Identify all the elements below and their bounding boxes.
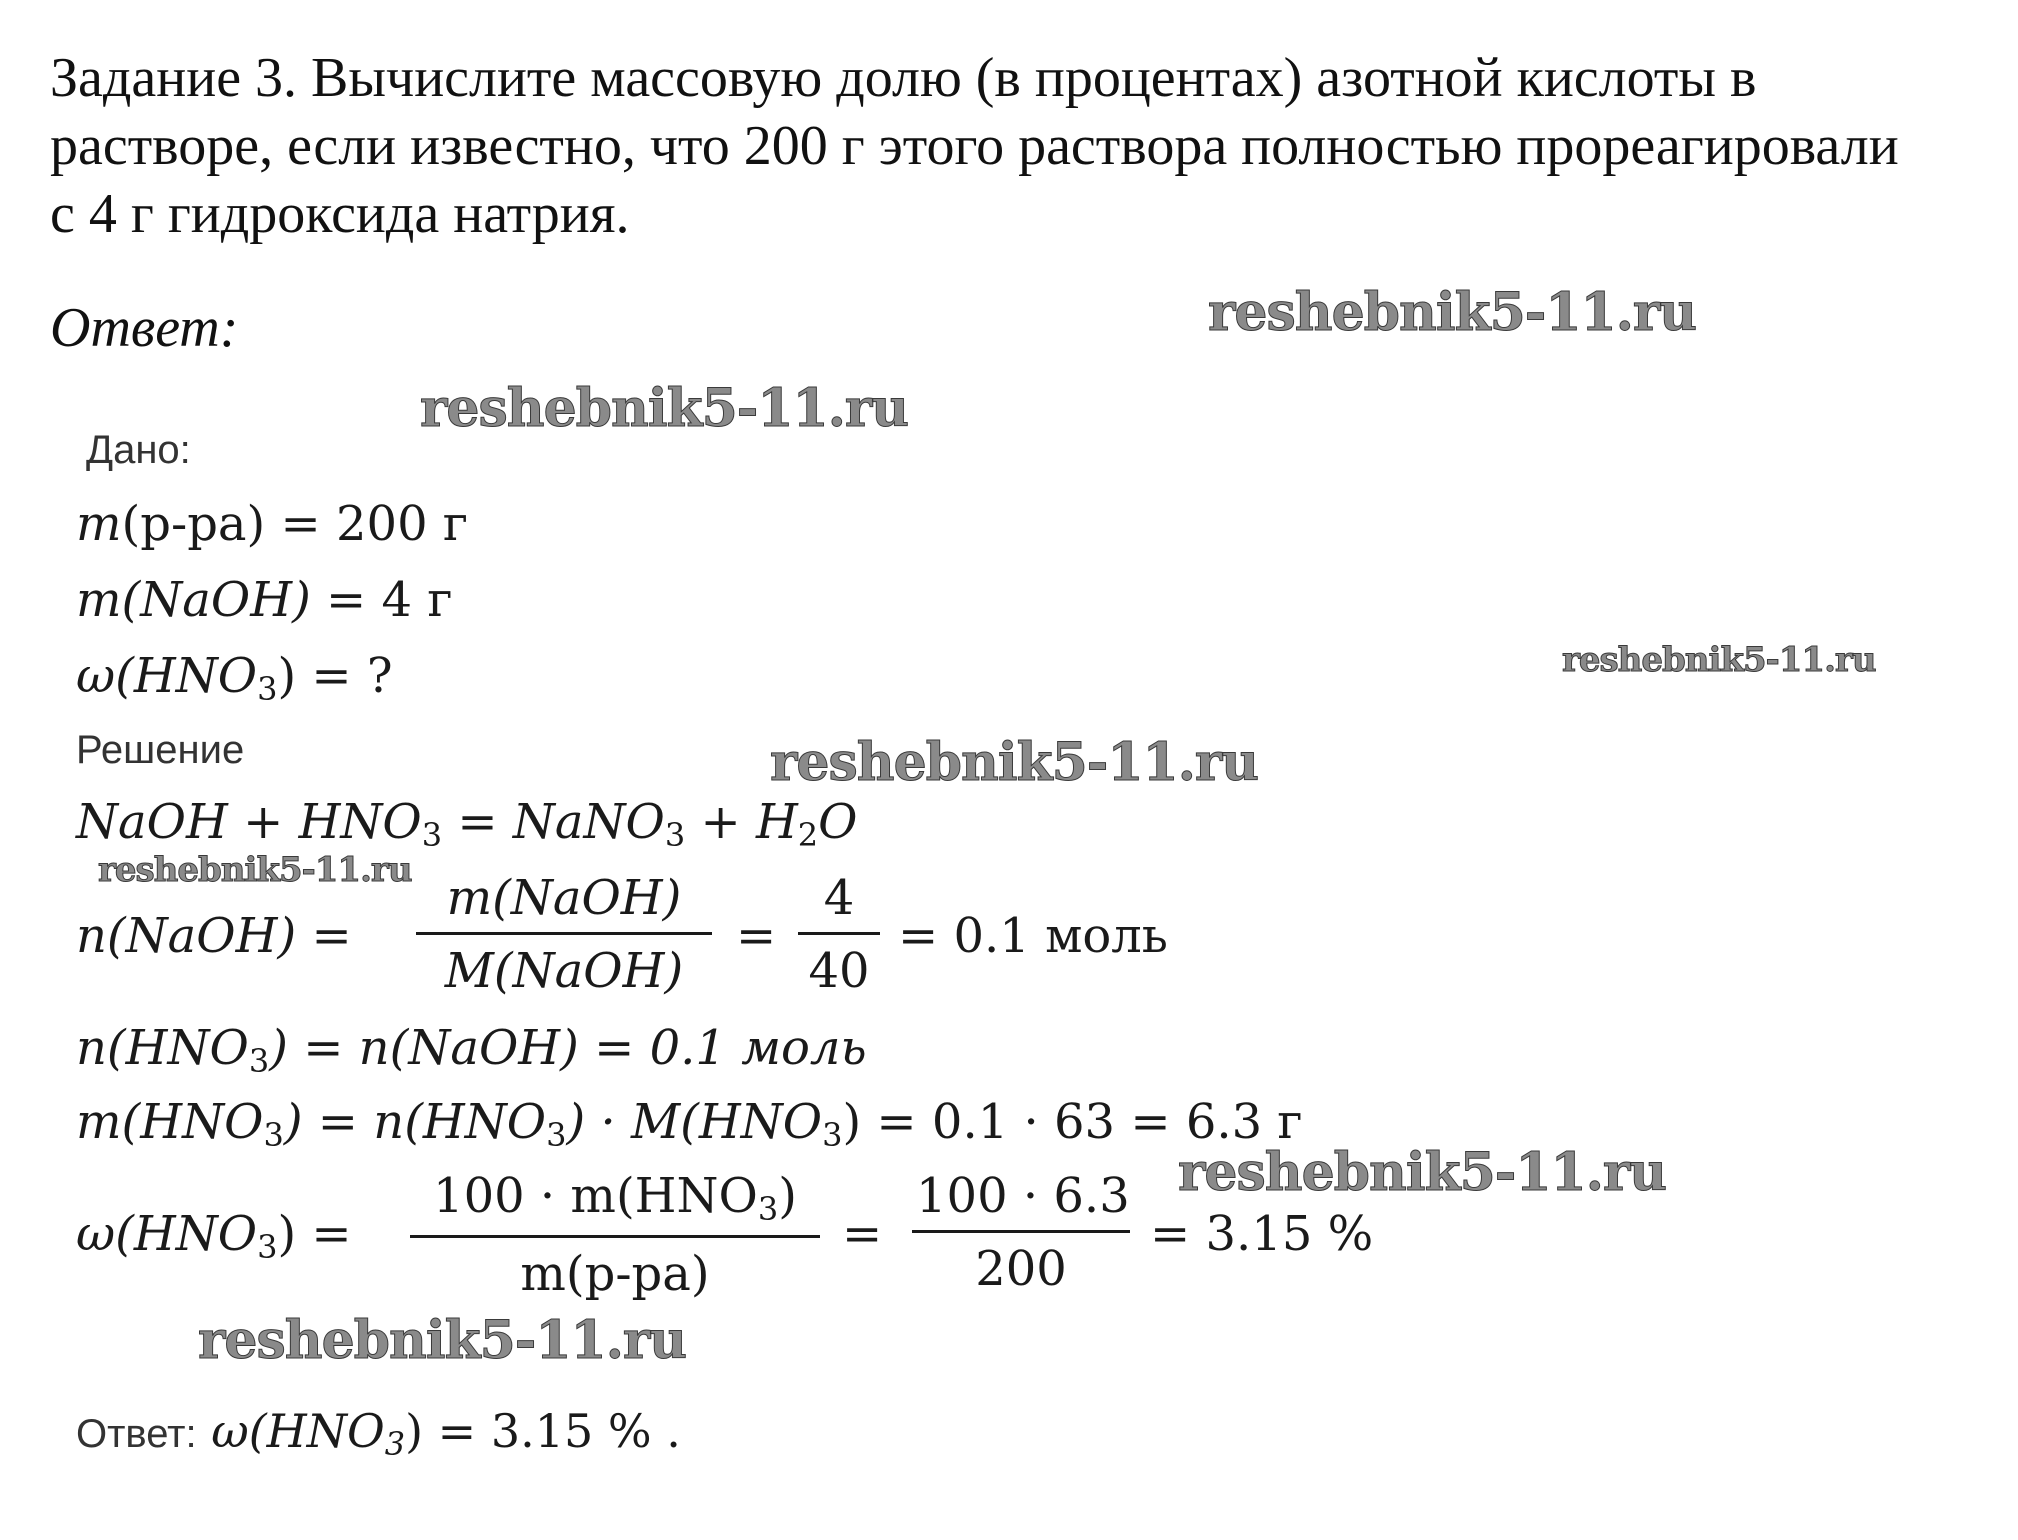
given-fraction-symbol: ω <box>76 648 116 704</box>
w-hno3-denominator-2: 200 <box>975 1241 1067 1297</box>
watermark-7: reshebnik5-11.ru <box>198 1310 687 1371</box>
m-hno3-sub-2: 3 <box>546 1116 567 1154</box>
reaction-part-a: NaOH + HNO <box>76 794 422 850</box>
watermark-1: reshebnik5-11.ru <box>1208 282 1697 343</box>
given-mass-naoh <box>76 572 453 628</box>
n-naoh-fraction-2 <box>798 870 880 999</box>
given-fraction-arg: (HNO <box>115 648 258 704</box>
n-naoh-eq: = <box>736 908 777 964</box>
task-line-3: с 4 г гидроксида натрия. <box>50 183 630 245</box>
final-answer <box>76 1404 681 1463</box>
m-hno3-part-d: ) = 0.1 · 63 = 6.3 г <box>842 1094 1303 1150</box>
m-hno3-part-b: ) = n(HNO <box>283 1094 547 1150</box>
given-mass-naoh-value: = 4 г <box>310 572 453 628</box>
n-hno3-sub: 3 <box>248 1042 270 1080</box>
task-statement <box>50 44 2000 248</box>
w-hno3-numerator-sub: 3 <box>757 1190 779 1228</box>
w-hno3-lhs-a: ω(HNO <box>76 1206 258 1262</box>
w-hno3-lhs <box>76 1206 352 1266</box>
given-fraction-sub: 3 <box>257 670 278 708</box>
w-hno3-eq: = <box>842 1206 883 1262</box>
given-label: Дано: <box>86 428 191 472</box>
given-fraction-value: ) = ? <box>277 648 393 704</box>
w-hno3-numerator-2: 100 · 6.3 <box>916 1168 1130 1224</box>
w-hno3-numerator-b: ) <box>778 1168 797 1224</box>
w-hno3-fraction-2 <box>912 1168 1130 1297</box>
final-answer-a: ω(HNO <box>196 1404 385 1458</box>
w-hno3-numerator <box>410 1168 820 1235</box>
reaction-sub-b: 3 <box>664 816 686 854</box>
given-fraction-hno3 <box>76 648 393 708</box>
task-line-2: растворе, если известно, что 200 г этого раствора полностью прореагировали <box>50 115 1899 177</box>
n-naoh-fraction <box>416 870 712 999</box>
n-hno3-part-b: ) = n(NaOH) = 0.1 моль <box>269 1020 867 1076</box>
final-answer-sub: 3 <box>384 1425 406 1463</box>
w-hno3-denominator: m(р-ра) <box>520 1246 710 1302</box>
reaction-part-b: = NaNO <box>442 794 665 850</box>
watermark-5: reshebnik5-11.ru <box>98 850 412 890</box>
given-mass-solution-symbol: m <box>76 496 122 552</box>
reaction-equation <box>76 794 858 854</box>
w-hno3-numerator-a: 100 · m(HNO <box>433 1168 758 1224</box>
w-hno3-fraction <box>410 1168 820 1302</box>
n-naoh-lhs <box>76 908 352 964</box>
reaction-sub-a: 3 <box>421 816 443 854</box>
watermark-4: reshebnik5-11.ru <box>770 732 1259 793</box>
reaction-part-d: O <box>818 794 858 850</box>
m-hno3-sub-1: 3 <box>263 1116 284 1154</box>
task-line-1: Задание 3. Вычислите массовую долю (в процентах) азотной кислоты в <box>50 47 1757 109</box>
solution-label: Решение <box>76 728 245 772</box>
n-naoh-result: = 0.1 моль <box>898 908 1168 964</box>
watermark-2: reshebnik5-11.ru <box>420 378 909 439</box>
watermark-6: reshebnik5-11.ru <box>1178 1142 1667 1203</box>
given-mass-solution <box>76 496 469 552</box>
watermark-3: reshebnik5-11.ru <box>1562 640 1876 680</box>
n-naoh-denominator: M(NaOH) <box>444 943 684 999</box>
m-hno3-part-c: ) · M(HNO <box>566 1094 823 1150</box>
final-answer-expression <box>196 1404 681 1463</box>
given-mass-solution-value: = 200 г <box>265 496 469 552</box>
n-naoh-lhs-text: n(NaOH) = <box>76 908 352 964</box>
n-hno3-line <box>76 1020 867 1080</box>
given-mass-naoh-arg: (NaOH) <box>121 572 311 628</box>
reaction-part-c: + H <box>685 794 798 850</box>
w-hno3-lhs-b: ) = <box>277 1206 352 1262</box>
reaction-sub-c: 2 <box>797 816 819 854</box>
n-naoh-numerator: m(NaOH) <box>446 870 682 926</box>
final-answer-b: ) = 3.15 % . <box>405 1404 681 1458</box>
m-hno3-line <box>76 1094 1303 1154</box>
w-hno3-result: = 3.15 % <box>1150 1206 1374 1262</box>
given-mass-naoh-symbol: m <box>76 572 122 628</box>
answer-heading: Ответ: <box>50 297 239 359</box>
n-hno3-part-a: n(HNO <box>76 1020 249 1076</box>
final-answer-label: Ответ: <box>76 1412 197 1456</box>
n-naoh-numerator-2: 4 <box>823 870 855 926</box>
m-hno3-sub-3: 3 <box>822 1116 843 1154</box>
m-hno3-part-a: m(HNO <box>76 1094 264 1150</box>
w-hno3-lhs-sub: 3 <box>257 1228 278 1266</box>
given-mass-solution-arg: (р-ра) <box>121 496 266 552</box>
n-naoh-denominator-2: 40 <box>808 943 870 999</box>
